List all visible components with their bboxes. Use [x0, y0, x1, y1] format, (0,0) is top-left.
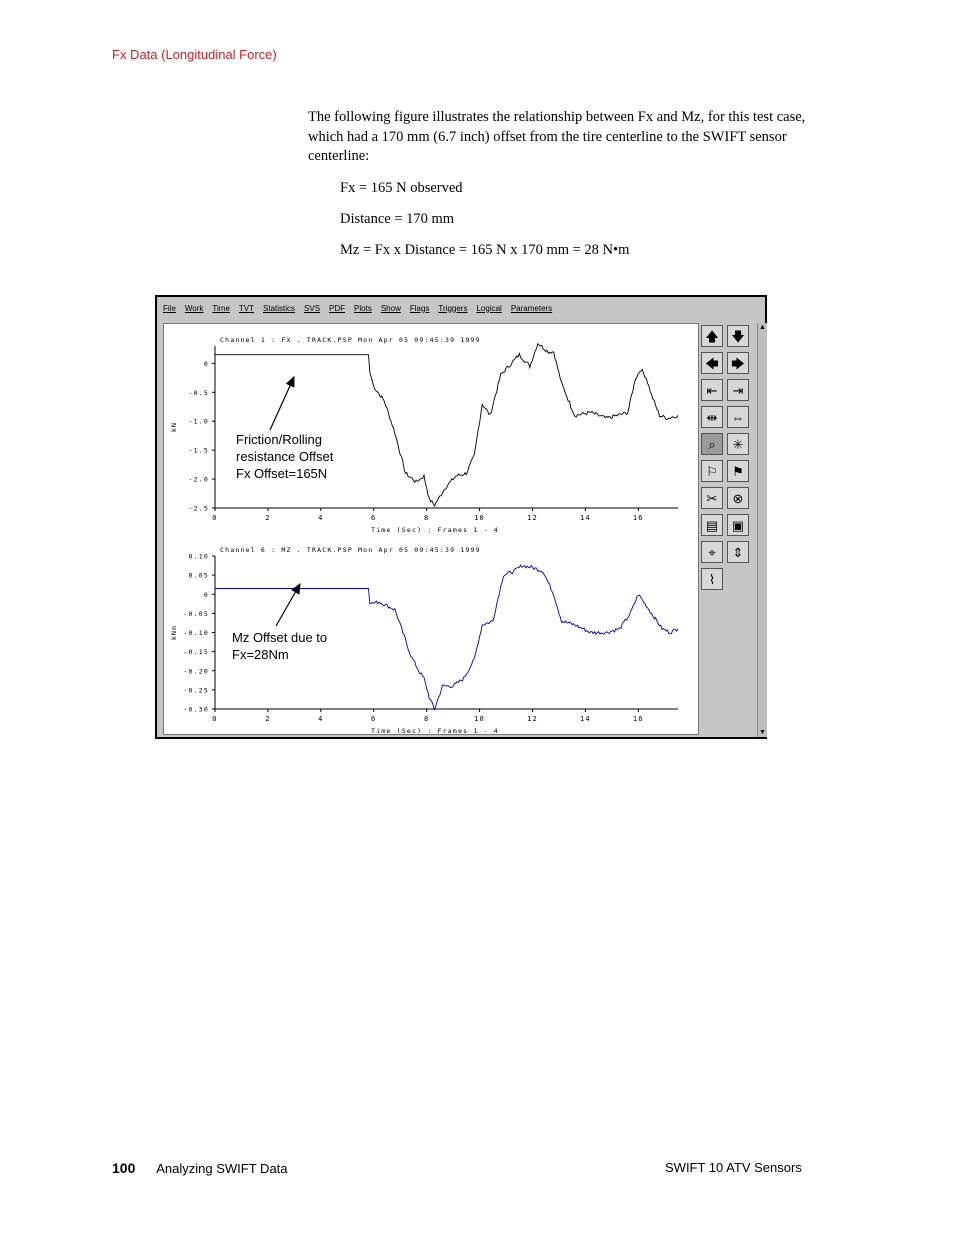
- chart1-y-tick-label: 0: [203, 359, 209, 368]
- menu-item-tvt[interactable]: TVT: [238, 303, 255, 313]
- menu-item-show[interactable]: Show: [380, 303, 401, 313]
- expand-icon[interactable]: ⇔: [727, 406, 749, 428]
- menu-item-plots[interactable]: Plots: [354, 303, 372, 313]
- chart2-x-tick-label: 14: [579, 715, 591, 723]
- chart2-y-tick-label: -0.10: [183, 629, 209, 637]
- chart1-x-tick-label: 14: [579, 514, 591, 522]
- menu-item-parameters[interactable]: Parameters: [510, 303, 553, 313]
- arrow-left-icon[interactable]: 🡄: [701, 352, 723, 374]
- fx-annotation: [236, 431, 333, 482]
- chart1-y-tick-label: -1.0: [188, 417, 209, 426]
- zoom-icon[interactable]: ⌕: [701, 433, 723, 455]
- mz-annotation-line-2: Fx=28Nm: [232, 647, 289, 662]
- chart1-x-tick-label: 4: [318, 514, 324, 522]
- intro-paragraph: The following figure illustrates the relationship between Fx and Mz, for this test case, which had a 170 mm (6.7 inch) offset from the tire centerline to the SWIFT sensor centerline:: [308, 109, 806, 164]
- menu-item-file[interactable]: File: [163, 303, 176, 313]
- chart1-y-label: kN: [170, 421, 178, 433]
- chart2-y-tick-label: -0.30: [183, 705, 209, 714]
- chart1-x-label: Time (Sec) : Frames 1 - 4: [371, 526, 499, 534]
- equation-distance: Distance = 170 mm: [340, 211, 455, 227]
- crosshair-circle-icon[interactable]: ⊗: [727, 487, 749, 509]
- scroll-up-icon[interactable]: ▲: [759, 324, 766, 331]
- menu-item-flags[interactable]: Flags: [409, 303, 430, 313]
- skip-left-icon[interactable]: ⇤: [701, 379, 723, 401]
- chart-icon[interactable]: ⌇: [701, 568, 723, 590]
- page-number: 100: [112, 1160, 136, 1176]
- equation-fx: Fx = 165 N observed: [340, 180, 463, 196]
- scissors-icon[interactable]: ✂: [701, 487, 723, 509]
- clipboard-icon[interactable]: ▣: [727, 514, 749, 536]
- menu-item-triggers[interactable]: Triggers: [438, 303, 468, 313]
- target-icon[interactable]: ⌖: [701, 541, 723, 563]
- updown-icon[interactable]: ⇕: [727, 541, 749, 563]
- arrow-up-icon[interactable]: 🡅: [701, 325, 723, 347]
- fx-annotation-line-1: Friction/Rolling: [236, 432, 322, 447]
- chart1-x-tick-label: 6: [371, 514, 377, 522]
- arrow-right-icon[interactable]: 🡆: [727, 352, 749, 374]
- skip-right-icon[interactable]: ⇥: [727, 379, 749, 401]
- footer-chapter: Analyzing SWIFT Data: [156, 1161, 288, 1176]
- chart1-x-tick-label: 2: [265, 514, 271, 522]
- chart2-x-tick-label: 2: [265, 715, 271, 723]
- plot-panel: [163, 323, 699, 735]
- flag-icon[interactable]: ⚐: [701, 460, 723, 482]
- mz-annotation-line-1: Mz Offset due to: [232, 630, 328, 645]
- fx-annotation-line-3: Fx Offset=165N: [236, 466, 328, 481]
- chart1-y-tick-label: -1.5: [188, 446, 209, 455]
- chart2-x-tick-label: 6: [371, 715, 377, 723]
- chart1-x-tick-label: 10: [474, 514, 485, 522]
- print-icon[interactable]: ▤: [701, 514, 723, 536]
- footer-title: SWIFT 10 ATV Sensors: [665, 1160, 802, 1175]
- menu-item-statistics[interactable]: Statistics: [263, 303, 296, 313]
- fx-annotation-line-2: resistance Offset: [236, 449, 334, 464]
- equation-mz: Mz = Fx x Distance = 165 N x 170 mm = 28 N•m: [340, 242, 630, 258]
- chart1-title: Channel 1 : FX . TRACK.PSP Mon Apr 05 09:45:39 1999: [220, 336, 481, 344]
- chart2-y-tick-label: -0.20: [183, 667, 209, 676]
- chart1-x-tick-label: 16: [632, 514, 644, 522]
- vertical-scrollbar[interactable]: [757, 323, 767, 737]
- chart1-x-tick-label: 8: [423, 514, 430, 522]
- chart2-y-tick-label: 0.10: [188, 552, 209, 561]
- mz-annotation: [232, 629, 327, 663]
- scroll-down-icon[interactable]: ▼: [759, 729, 766, 736]
- chart1-y-tick-label: -2.5: [188, 504, 209, 513]
- chart2-y-tick-label: 0.05: [188, 571, 209, 580]
- chart1-y-tick-label: -0.5: [188, 388, 209, 397]
- software-screenshot: [155, 295, 767, 739]
- chart2-y-tick-label: 0: [203, 590, 209, 599]
- menu-item-time[interactable]: Time: [212, 303, 230, 313]
- chart2-x-tick-label: 12: [527, 715, 538, 723]
- chart1-y-tick-label: -2.0: [188, 475, 209, 484]
- chart2-y-label: kNm: [170, 624, 178, 641]
- flag-alt-icon[interactable]: ⚑: [727, 460, 749, 482]
- arrow-down-icon[interactable]: 🡇: [727, 325, 749, 347]
- chart2-x-tick-label: 16: [632, 715, 644, 723]
- fast-forward-icon[interactable]: ⇹: [701, 406, 723, 428]
- section-header: Fx Data (Longitudinal Force): [112, 47, 277, 62]
- chart2-x-tick-label: 8: [423, 715, 430, 723]
- chart2-x-label: Time (Sec) : Frames 1 - 4: [371, 727, 499, 734]
- chart1-x-tick-label: 0: [212, 514, 218, 522]
- menu-item-pdf[interactable]: PDF: [329, 303, 346, 313]
- grid-icon[interactable]: ✳: [727, 433, 749, 455]
- chart1-x-tick-label: 12: [527, 514, 538, 522]
- menu-bar: [163, 300, 552, 316]
- footer-left: [112, 1160, 288, 1176]
- chart2-x-tick-label: 0: [212, 715, 218, 723]
- menu-item-svs[interactable]: SVS: [304, 303, 321, 313]
- chart2-x-tick-label: 10: [474, 715, 485, 723]
- menu-item-work[interactable]: Work: [184, 303, 204, 313]
- chart2-y-tick-label: -0.05: [183, 609, 209, 618]
- chart2-x-tick-label: 4: [318, 715, 324, 723]
- chart2-y-tick-label: -0.25: [183, 686, 209, 695]
- chart2-title: Channel 6 : MZ . TRACK.PSP Mon Apr 05 09:45:39 1999: [220, 546, 481, 554]
- plots-svg: [164, 324, 698, 734]
- chart2-y-tick-label: -0.15: [183, 648, 209, 657]
- menu-item-logical[interactable]: Logical: [476, 303, 502, 313]
